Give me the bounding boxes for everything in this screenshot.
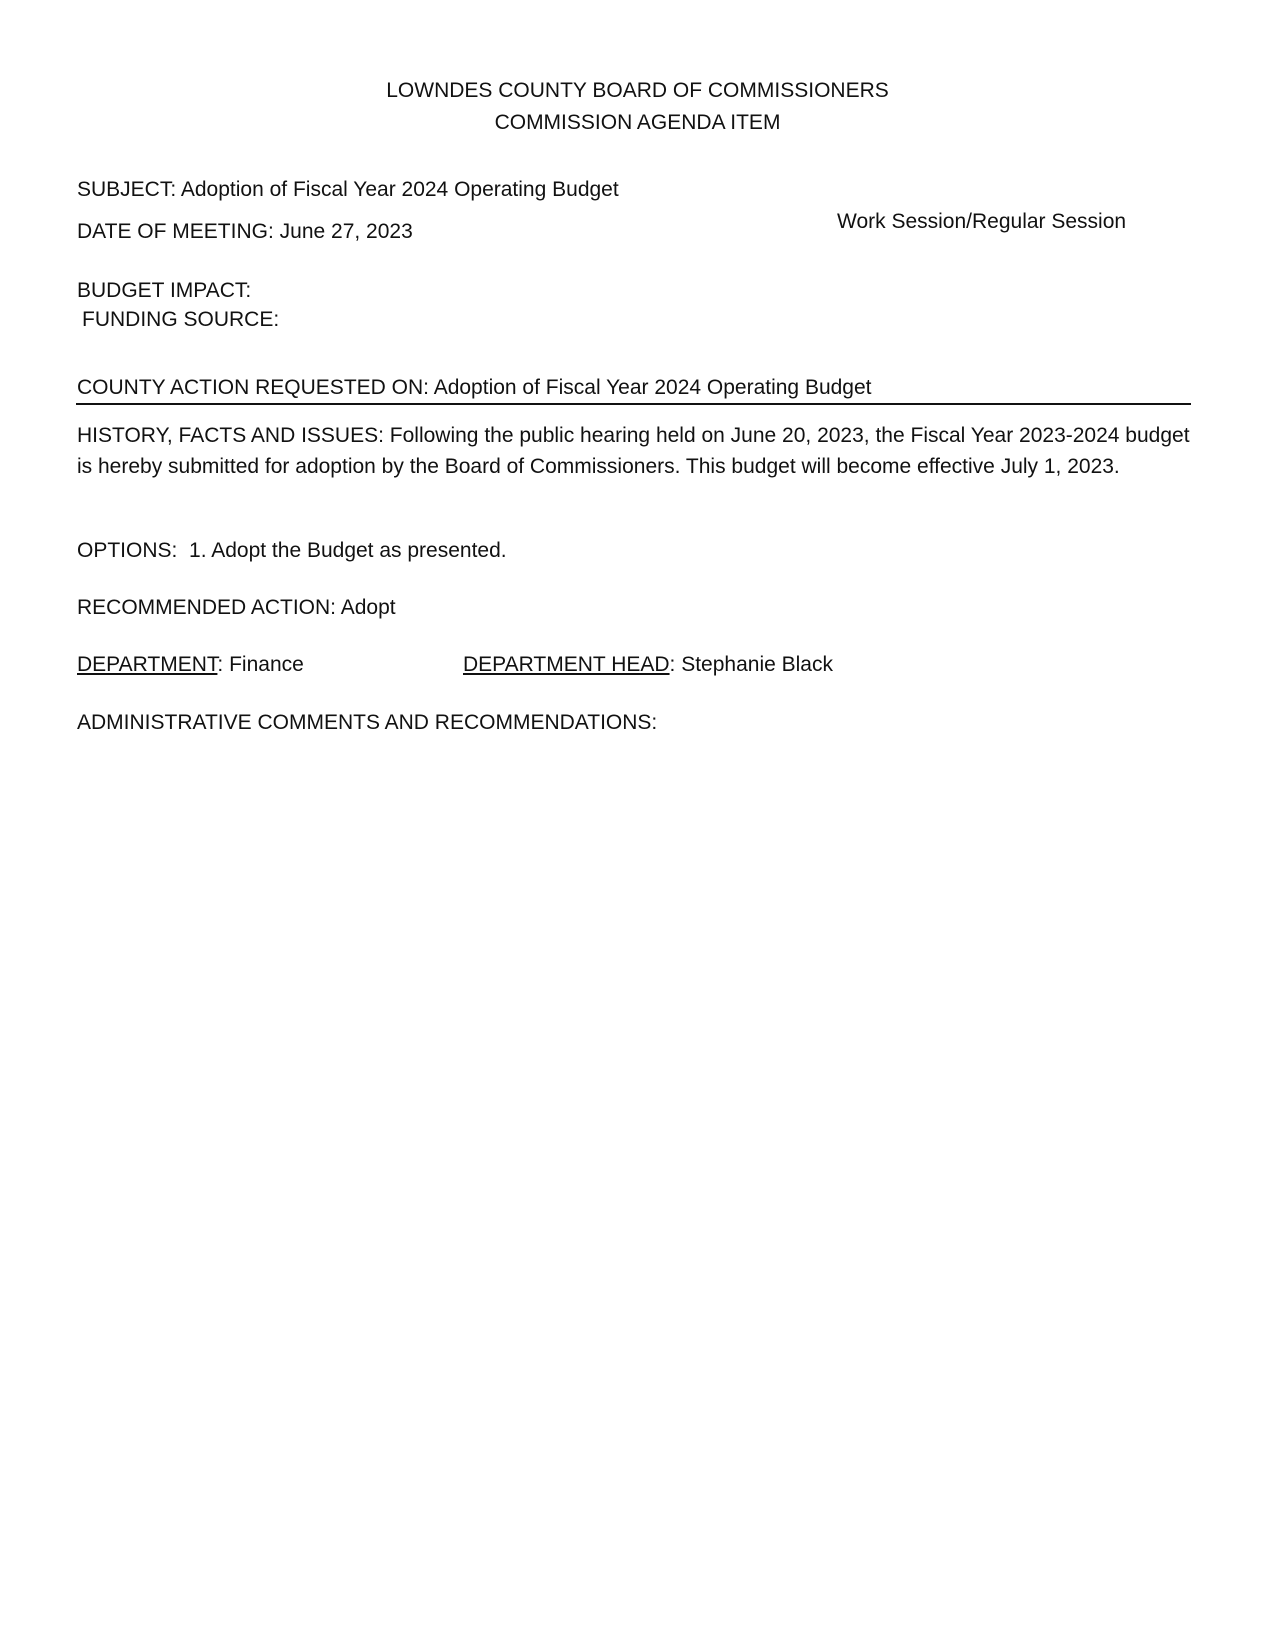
- options-line: [77, 540, 507, 561]
- history-paragraph: [77, 420, 1199, 482]
- subject-value: Adoption of Fiscal Year 2024 Operating Budget: [180, 178, 619, 201]
- meeting-date-value: June 27, 2023: [279, 220, 413, 243]
- history-text: Following the public hearing held on June 20, 2023, the Fiscal Year 2023-2024 budget is hereby submitted for adoption by the Board of Commissioners. This budget will become effective July 1, 2023.: [77, 424, 1190, 478]
- admin-comments-label: ADMINISTRATIVE COMMENTS AND RECOMMENDATIONS:: [77, 711, 658, 734]
- agenda-title: COMMISSION AGENDA ITEM: [494, 111, 781, 134]
- history-label: HISTORY, FACTS AND ISSUES:: [77, 424, 384, 447]
- options-label: OPTIONS:: [77, 539, 178, 562]
- department-head-line: DEPARTMENT HEAD: Stephanie Black: [463, 653, 833, 676]
- department-line: DEPARTMENT: Finance: [77, 653, 304, 676]
- subject-label: SUBJECT:: [77, 178, 177, 201]
- department-head-value: Stephanie Black: [681, 653, 833, 676]
- meeting-date-label: DATE OF MEETING:: [77, 220, 274, 243]
- action-requested-line: [77, 377, 872, 398]
- funding-source-label: FUNDING SOURCE:: [82, 308, 280, 331]
- board-title: LOWNDES COUNTY BOARD OF COMMISSIONERS: [386, 79, 889, 102]
- department-label: DEPARTMENT: [77, 653, 218, 676]
- action-requested-label: COUNTY ACTION REQUESTED ON:: [77, 376, 429, 399]
- section-divider: [76, 403, 1191, 405]
- subject-line: [77, 179, 619, 200]
- session-type: Work Session/Regular Session: [837, 210, 1127, 233]
- recommended-action-value: Adopt: [340, 596, 396, 619]
- budget-impact-label: BUDGET IMPACT:: [77, 279, 252, 302]
- meeting-date-line: [77, 221, 413, 242]
- department-value: Finance: [229, 653, 304, 676]
- department-head-label: DEPARTMENT HEAD: [463, 653, 670, 676]
- options-value: 1. Adopt the Budget as presented.: [189, 539, 507, 562]
- recommended-action-label: RECOMMENDED ACTION:: [77, 596, 337, 619]
- action-requested-value: Adoption of Fiscal Year 2024 Operating Budget: [433, 376, 872, 399]
- recommended-action-line: [77, 597, 396, 618]
